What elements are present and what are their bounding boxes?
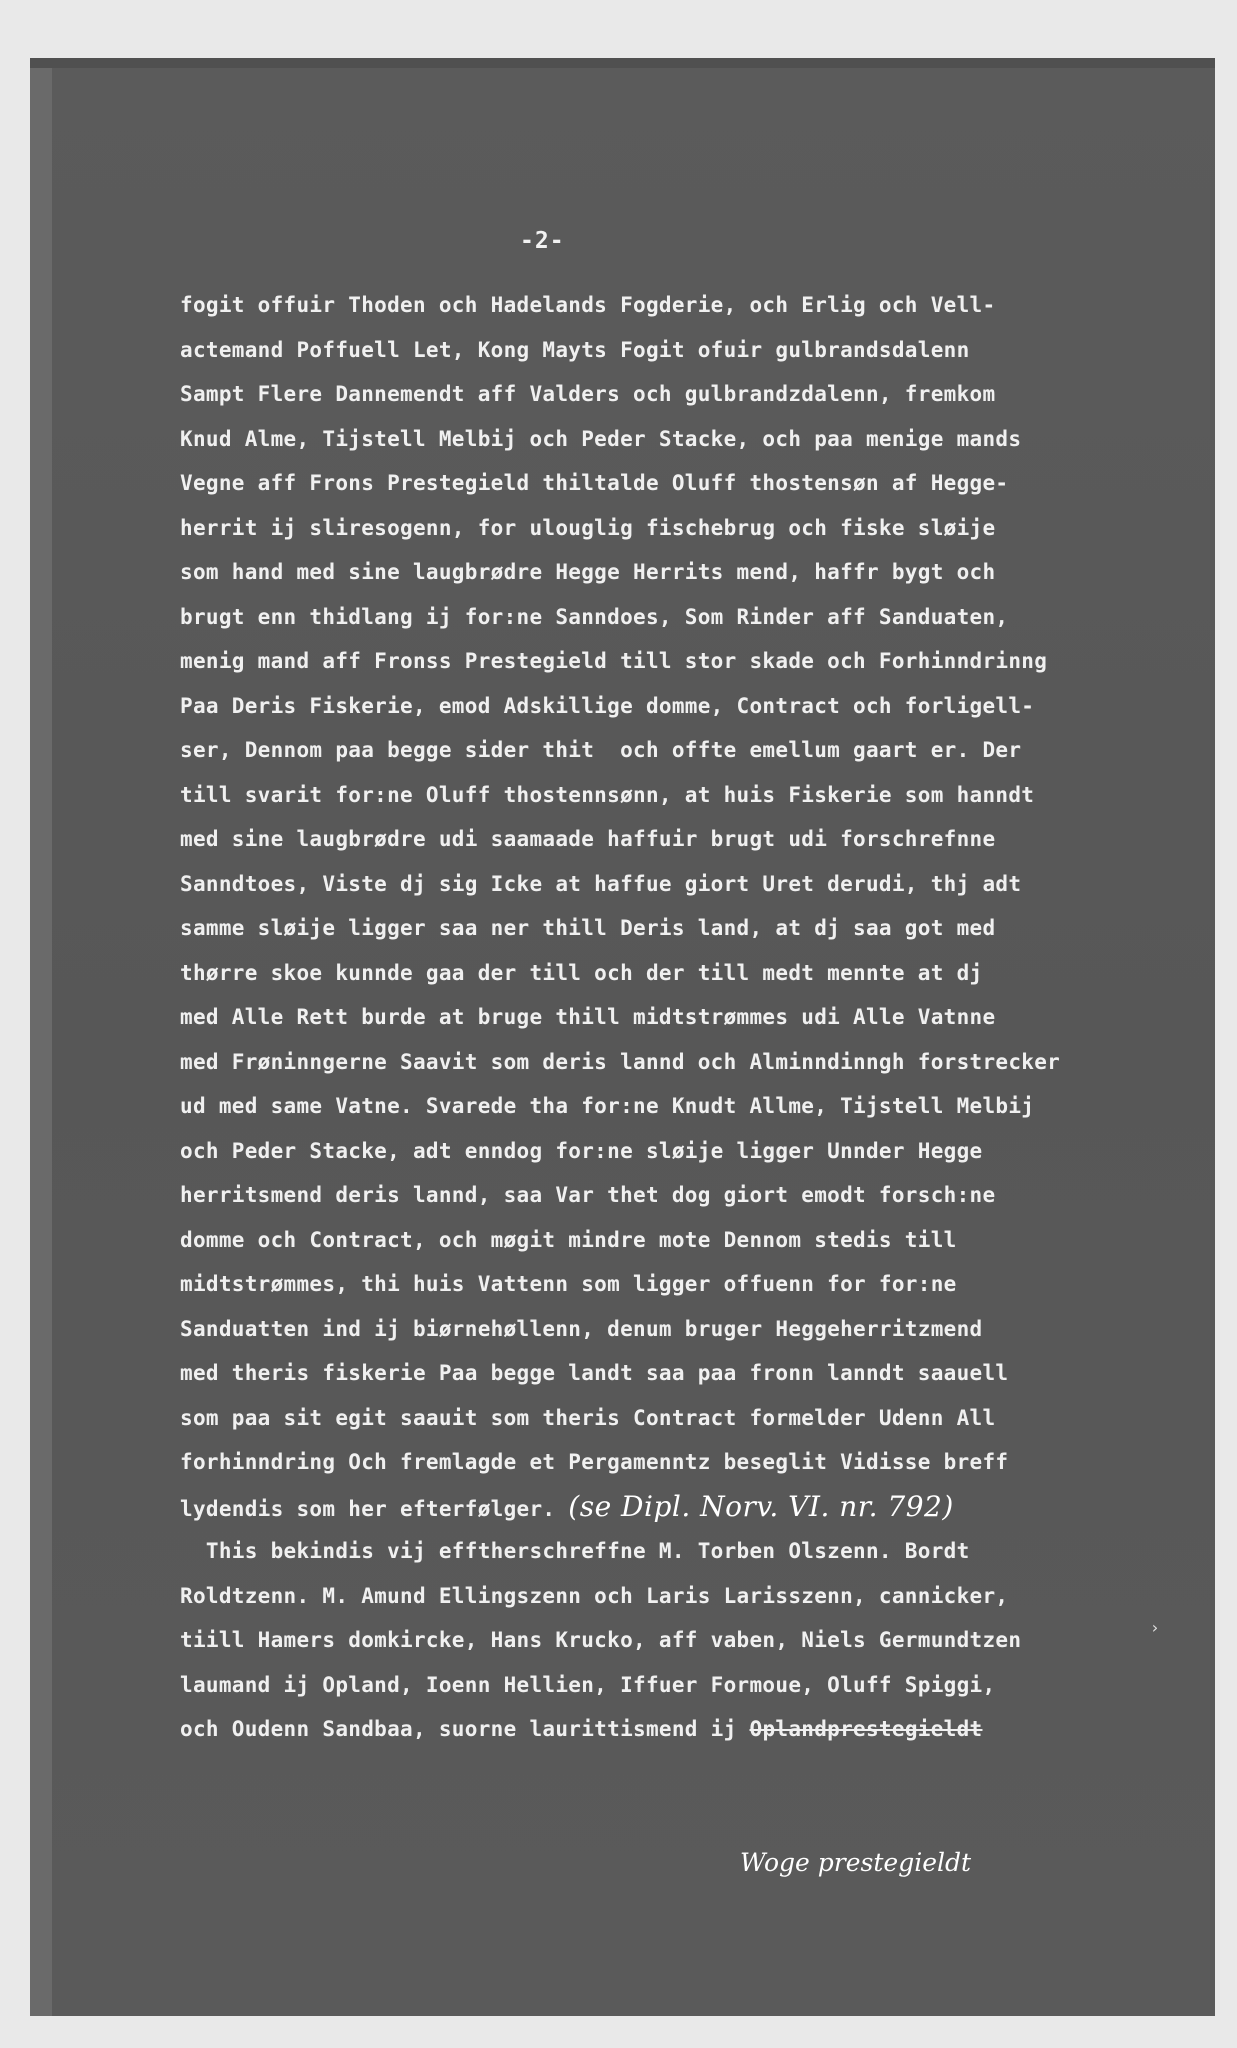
page-number: -2- (520, 228, 565, 254)
text-line: midtstrømmes, thi huis Vattenn som ligger offuenn for for:ne (180, 1272, 957, 1296)
text-line: domme och Contract, och møgit mindre mote Dennom stedis till (180, 1227, 957, 1252)
text-line: herrit ij sliresogenn, for ulouglig fischebrug och fiske sløije (180, 515, 996, 540)
text-line-with-note (180, 1485, 1120, 1530)
text-line: herritsmend deris lannd, saa Var thet dog giort emodt forsch:ne (180, 1183, 996, 1207)
text-line: thørre skoe kunnde gaa der till och der till medt mennte at dj (180, 960, 983, 985)
text-line: forhinndring Och fremlagde et Pergamenntz beseglit Vidisse breff (180, 1450, 1009, 1474)
text-line: med sine laugbrødre udi saamaade haffuir brugt udi forschrefnne (180, 827, 996, 851)
text-line: med Alle Rett burde at bruge thill midtstrømmes udi Alle Vatnne (180, 1005, 996, 1029)
text-line: Sanndtoes, Viste dj sig Icke at haffue giort Uret derudi, thj adt (180, 871, 1022, 896)
text-line: till svarit for:ne Oluff thostennsønn, at huis Fiskerie som hanndt (180, 782, 1035, 807)
text-line-content: och Oudenn Sandbaa, suorne laurittismend ij (180, 1717, 750, 1741)
margin-mark: › (1150, 1618, 1160, 1637)
text-line: med theris fiskerie Paa begge landt saa paa fronn lanndt saauell (180, 1361, 1009, 1385)
text-line: samme sløije ligger saa ner thill Deris land, at dj saa got med (180, 916, 996, 940)
text-line: laumand ij Opland, Ioenn Hellien, Iffuer Formoue, Oluff Spiggi, (180, 1672, 996, 1697)
text-line: fogit offuir Thoden och Hadelands Fogderie, och Erlig och Vell- (180, 293, 996, 317)
text-line: This bekindis vij efftherschreffne M. Torben Olszenn. Bordt (180, 1539, 970, 1563)
text-line: menig mand aff Fronss Prestegield till stor skade och Forhinndrinng (180, 649, 1048, 673)
text-line: med Frøninngerne Saavit som deris lannd och Alminndinngh forstrecker (180, 1049, 1061, 1074)
text-line: och Peder Stacke, adt enndog for:ne sløije ligger Unnder Hegge (180, 1138, 983, 1163)
text-line: som paa sit egit saauit som theris Contract formelder Udenn All (180, 1405, 996, 1430)
text-line: actemand Poffuell Let, Kong Mayts Fogit ofuir gulbrandsdalenn (180, 337, 970, 362)
text-line: tiill Hamers domkircke, Hans Krucko, aff vaben, Niels Germundtzen (180, 1628, 1022, 1652)
text-line: ud med same Vatne. Svarede tha for:ne Knudt Allme, Tijstell Melbij (180, 1094, 1035, 1118)
text-line: Sampt Flere Dannemendt aff Valders och gulbrandzdalenn, fremkom (180, 382, 996, 406)
text-line-last (180, 1707, 1120, 1752)
text-line: brugt enn thidlang ij for:ne Sanndoes, Som Rinder aff Sanduaten, (180, 604, 1009, 629)
handwritten-correction: Woge prestegieldt (740, 1848, 972, 1877)
text-line: Roldtzenn. M. Amund Ellingszenn och Laris Larisszenn, cannicker, (180, 1583, 1009, 1608)
text-line: Vegne aff Frons Prestegield thiltalde Oluff thostensøn af Hegge- (180, 471, 1009, 495)
handwritten-reference-note: (se Dipl. Norv. VI. nr. 792) (568, 1489, 954, 1523)
text-line: som hand med sine laugbrødre Hegge Herrits mend, haffr bygt och (180, 560, 996, 584)
text-line-content: lydendis som her efterfølger. (180, 1496, 569, 1521)
page-edge (30, 68, 52, 2016)
text-line: Paa Deris Fiskerie, emod Adskillige domme, Contract och forligell- (180, 693, 1035, 718)
struck-out-word: Oplandprestegieldt (749, 1717, 983, 1741)
text-line: ser, Dennom paa begge sider thit och offte emellum gaart er. Der (180, 738, 1022, 762)
text-line: Sanduatten ind ij biørnehøllenn, denum bruger Heggeherritzmend (180, 1316, 983, 1341)
text-line: Knud Alme, Tijstell Melbij och Peder Stacke, och paa menige mands (180, 426, 1022, 451)
typescript-body (180, 283, 1120, 1752)
